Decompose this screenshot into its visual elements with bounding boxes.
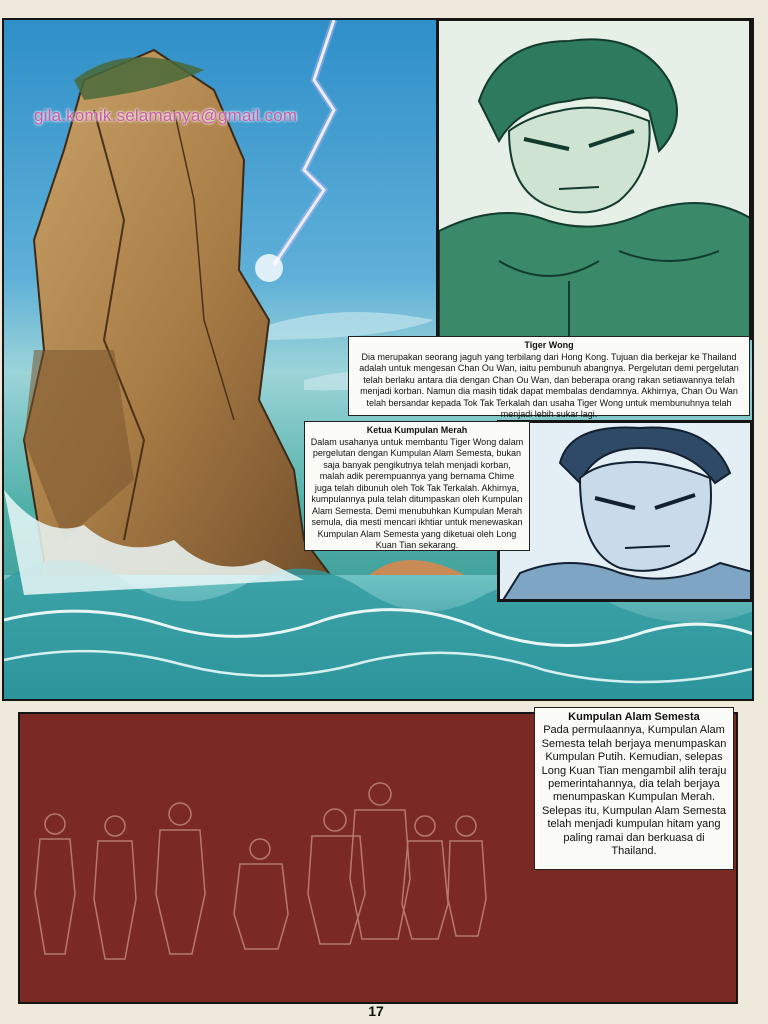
caption-ketua-kumpulan-merah [304, 421, 530, 551]
watermark-email: gila.komik.selamanya@gmail.com [34, 106, 298, 125]
page-number: 17 [368, 1003, 384, 1019]
caption-body: Pada permulaannya, Kumpulan Alam Semesta telah berjaya menumpaskan Kumpulan Putih. Kemudian, selepas Long Kuan Tian mengambil alih teraju pemerintahannya, dia telah berjaya menumpaskan Kumpulan Merah. Selepas itu, Kumpulan Alam Semesta telah menjadi kumpulan hitam yang paling ramai dan berkuasa di Thailand. [541, 724, 727, 858]
caption-tiger-wong [348, 336, 750, 420]
lightning-bolt-glow [274, 20, 334, 265]
tiger-wong-panel [436, 18, 752, 340]
caption-kumpulan-alam-semesta [534, 707, 734, 870]
red-leader-face [580, 462, 711, 571]
tiger-wong-drawing [439, 21, 752, 340]
impact-spark [255, 254, 283, 282]
caption-title: Kumpulan Alam Semesta [568, 711, 700, 723]
caption-body: Dia merupakan seorang jaguh yang terbilang dari Hong Kong. Tujuan dia berkejar ke Thailand adalah untuk mengesan Chan Ou Wan, iaitu pembunuh abangnya. Pergelutan demi pergelutan telah berlaku antara dia dengan Chan Ou Wan, dan beberapa orang rakan setiawannya telah menjadi korban. Namun dia masih tidak dapat membalas dendamnya. Akhirnya, Chan Ou Wan telah bersandar kepada Tok Tak Terkalah dan usaha Tiger Wong untuk membunuhnya telah menjadi lebih sukar lagi. [359, 351, 739, 420]
caption-body: Dalam usahanya untuk membantu Tiger Wong dalam pergelutan dengan Kumpulan Alam Semesta, bukan saja banyak pengikutnya telah menjadi korban, malah adik perempuannya yang bernama Chime juga telah dibunuh oleh Tok Tak Terkalah. Akhirnya, kumpulannya pula telah ditumpaskan oleh Kumpulan Alam Semesta. Demi menubuhkan Kumpulan Merah semula, dia mesti mencari ikhtiar untuk menewaskan Kumpulan Alam Semesta yang diketuai oleh Long Kuan Tian sekarang. [310, 436, 524, 551]
red-leader-drawing [500, 423, 753, 602]
caption-title: Tiger Wong [524, 340, 574, 350]
caption-title: Ketua Kumpulan Merah [366, 425, 468, 435]
red-group-leader-panel [497, 420, 753, 602]
